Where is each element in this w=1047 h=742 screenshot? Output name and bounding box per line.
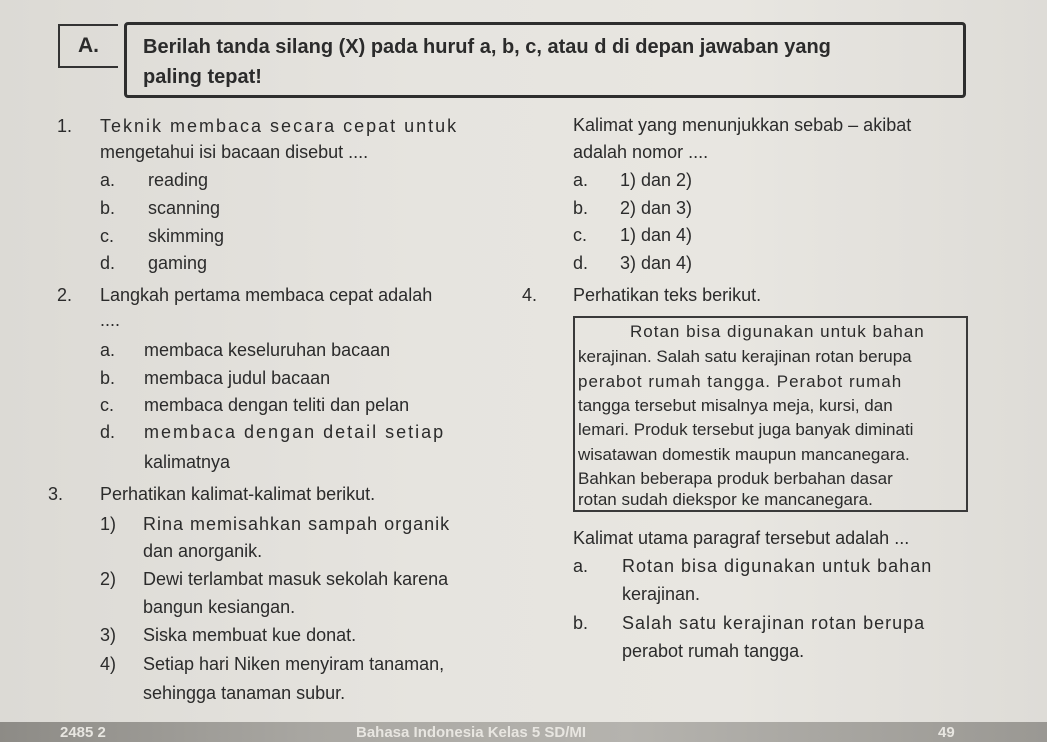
- q1-option-c: skimming: [148, 226, 225, 246]
- q3-sentence-3-num: 3): [100, 625, 117, 645]
- q1-option-d: gaming: [148, 253, 208, 273]
- q3-option-b: 2) dan 3): [620, 198, 693, 218]
- q3-option-d: 3) dan 4): [620, 253, 693, 273]
- q2-option-d: membaca dengan detail setiap: [144, 422, 446, 442]
- q3-sentence-3: Siska membuat kue donat.: [143, 625, 357, 645]
- q3-sentence-4-cont: sehingga tanaman subur.: [143, 683, 346, 703]
- instruction-line-1: Berilah tanda silang (X) pada huruf a, b, c, atau d di depan jawaban yang: [143, 36, 831, 58]
- q3-sentence-2-num: 2): [100, 569, 117, 589]
- q1-option-b-letter: b.: [100, 198, 116, 218]
- footer-subject: Bahasa Indonesia Kelas 5 SD/MI: [356, 724, 587, 741]
- passage-line-5: lemari. Produk tersebut juga banyak diminati: [578, 420, 914, 439]
- passage-line-2: kerajinan. Salah satu kerajinan rotan berupa: [578, 347, 912, 366]
- q4-option-b-cont: perabot rumah tangga.: [622, 641, 805, 661]
- q2-option-b: membaca judul bacaan: [144, 368, 331, 388]
- q4-question: Kalimat utama paragraf tersebut adalah ...: [573, 528, 910, 548]
- q4-option-b: Salah satu kerajinan rotan berupa: [622, 613, 926, 633]
- passage-line-6: wisatawan domestik maupun mancanegara.: [578, 445, 910, 464]
- q2-number: 2.: [57, 285, 73, 305]
- q4-option-a: Rotan bisa digunakan untuk bahan: [622, 556, 933, 576]
- q2-option-b-letter: b.: [100, 368, 116, 388]
- q4-text-line-1: Perhatikan teks berikut.: [573, 285, 762, 305]
- q3-option-d-letter: d.: [573, 253, 589, 273]
- instruction-line-2: paling tepat!: [143, 66, 262, 88]
- q3-text-line-1: Perhatikan kalimat-kalimat berikut.: [100, 484, 376, 504]
- q3-sentence-4-num: 4): [100, 654, 117, 674]
- section-letter: A.: [58, 24, 118, 68]
- passage-line-8: rotan sudah diekspor ke mancanegara.: [578, 490, 873, 509]
- q3-number: 3.: [48, 484, 64, 504]
- instruction-box: [124, 22, 966, 98]
- q4-option-b-letter: b.: [573, 613, 589, 633]
- q3-sentence-1-cont: dan anorganik.: [143, 541, 263, 561]
- q2-text-line-1: Langkah pertama membaca cepat adalah: [100, 285, 433, 305]
- q3-option-c-letter: c.: [573, 225, 588, 245]
- q2-text-line-2: ....: [100, 310, 121, 330]
- q1-text-line-2: mengetahui isi bacaan disebut ....: [100, 142, 369, 162]
- q2-option-a-letter: a.: [100, 340, 116, 360]
- q1-text-line-1: Teknik membaca secara cepat untuk: [100, 116, 459, 136]
- passage-line-1: Rotan bisa digunakan untuk bahan: [630, 322, 925, 341]
- q3-option-c: 1) dan 4): [620, 225, 693, 245]
- q3-sentence-1: Rina memisahkan sampah organik: [143, 514, 451, 534]
- page-footer: [0, 722, 1047, 742]
- q2-option-c-letter: c.: [100, 395, 115, 415]
- footer-page-number: 49: [938, 724, 955, 741]
- q1-option-b: scanning: [148, 198, 221, 218]
- q1-option-d-letter: d.: [100, 253, 116, 273]
- q2-option-a: membaca keseluruhan bacaan: [144, 340, 391, 360]
- q3-sentence-2-cont: bangun kesiangan.: [143, 597, 296, 617]
- q2-option-c: membaca dengan teliti dan pelan: [144, 395, 410, 415]
- footer-code: 2485 2: [60, 724, 106, 741]
- passage-line-3: perabot rumah tangga. Perabot rumah: [578, 372, 903, 391]
- q3-option-a-letter: a.: [573, 170, 589, 190]
- q3-option-a: 1) dan 2): [620, 170, 693, 190]
- q1-number: 1.: [57, 116, 73, 136]
- q3-sentence-2: Dewi terlambat masuk sekolah karena: [143, 569, 449, 589]
- q4-option-a-cont: kerajinan.: [622, 584, 701, 604]
- passage-line-4: tangga tersebut misalnya meja, kursi, dan: [578, 396, 893, 415]
- q3-cont-line-2: adalah nomor ....: [573, 142, 709, 162]
- q2-option-d-cont: kalimatnya: [144, 452, 231, 472]
- q4-number: 4.: [522, 285, 538, 305]
- q3-option-b-letter: b.: [573, 198, 589, 218]
- q3-sentence-4: Setiap hari Niken menyiram tanaman,: [143, 654, 445, 674]
- q1-option-c-letter: c.: [100, 226, 115, 246]
- q3-cont-line-1: Kalimat yang menunjukkan sebab – akibat: [573, 115, 912, 135]
- q1-option-a: reading: [148, 170, 209, 190]
- q1-option-a-letter: a.: [100, 170, 116, 190]
- q2-option-d-letter: d.: [100, 422, 116, 442]
- q4-option-a-letter: a.: [573, 556, 589, 576]
- passage-line-7: Bahkan beberapa produk berbahan dasar: [578, 469, 893, 488]
- q3-sentence-1-num: 1): [100, 514, 117, 534]
